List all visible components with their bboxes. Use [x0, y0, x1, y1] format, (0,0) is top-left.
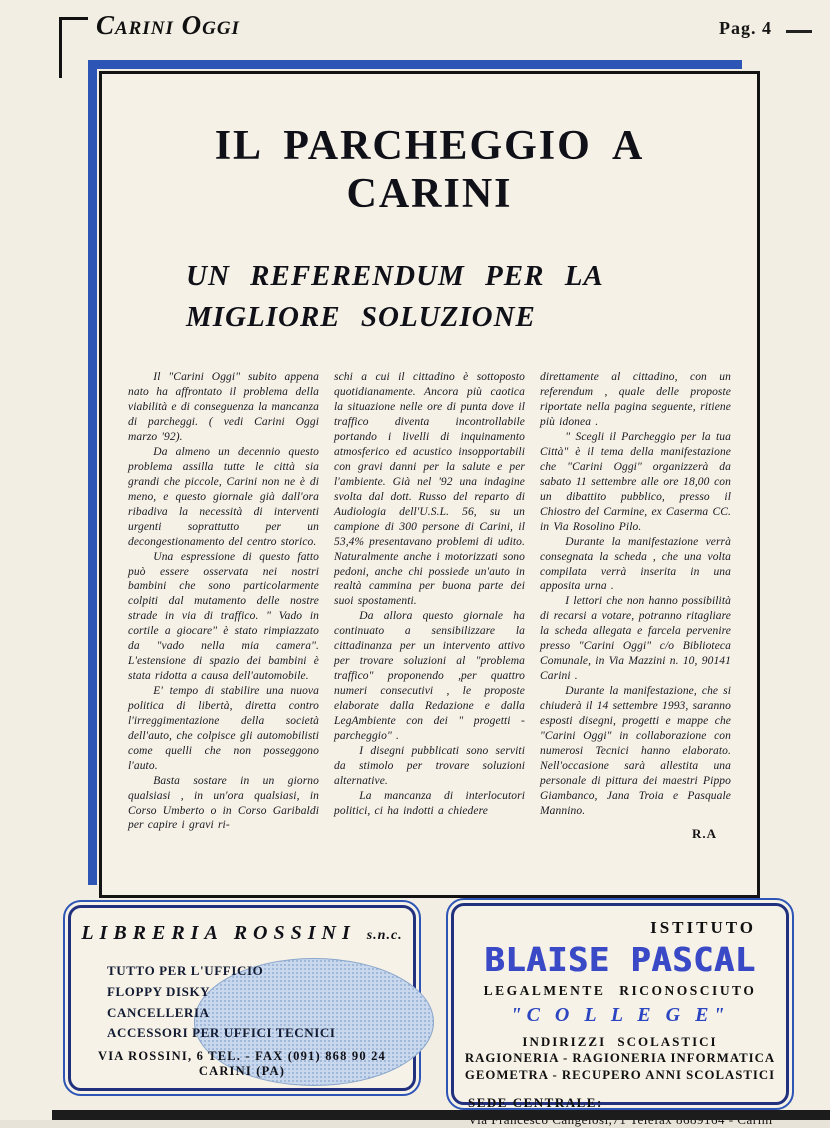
libreria-item: CANCELLERIA	[107, 1004, 210, 1020]
article-frame	[88, 60, 760, 898]
pascal-course-line: GEOMETRA - RECUPERO ANNI SCOLASTICI	[464, 1068, 776, 1083]
pascal-recognized-label: LEGALMENTE RICONOSCIUTO	[483, 983, 757, 998]
paragraph: Una espressione di questo fatto può essere osservata nei nostri bambini che sono particolarmente colpiti dal mutamento delle nostre strade in via di traffico. " Vado in cortile a giocare" è stato rimpiazzato da "vado nella mia camera". L'estensione di spazio dei bambini è stata ridotta a causa dell'automobile.	[128, 550, 319, 683]
paragraph: I disegni pubblicati sono serviti da stimolo per trovare soluzioni alternative.	[334, 744, 525, 787]
libreria-item: FLOPPY DISKY	[107, 983, 211, 999]
ad-libreria-rossini	[63, 900, 421, 1096]
paragraph: La mancanza di interlocutori politici, ci ha indotti a chiedere	[334, 789, 525, 817]
article-columns	[128, 370, 731, 842]
article-subtitle-line1: UN REFERENDUM PER LA	[186, 260, 604, 292]
pascal-sede-label: SEDE CENTRALE:	[468, 1094, 603, 1110]
paragraph: direttamente al cittadino, con un referendum , quale delle proposte riportate nella pagina seguente, ritiene più idonea .	[540, 371, 731, 429]
pascal-school-name: BLAISE PASCAL	[484, 940, 756, 979]
ad-libreria-inner-border	[68, 905, 416, 1091]
corner-crop-mark	[59, 17, 88, 78]
ad-blaise-pascal	[446, 898, 794, 1110]
paragraph: schi a cui il cittadino è sottoposto quotidianamente. Ancora più caotica la situazione nelle ore di punta dove il traffico diventa incontrollabile portando i livelli di inquinamento atmosferico ed acustico insopportabili con gravi danni per la salute e per l'ambiente. Già nel '92 una indagine svolta dal dott. Russo del reparto di Audiologia dell'U.S.L. 56, su un campione di 300 persone di Carini, il 53,4% presentavano problemi di udito. Naturalmente anche i motorizzati sono pedoni, anche chi possiede un'auto in realtà cammina per buona parte dei suoi spostamenti.	[334, 371, 525, 608]
article-column-1	[128, 370, 319, 842]
paragraph: Da almeno un decennio questo problema assilla tutte le città sia grandi che piccole, Carini non ne è di meno, e questo giornale già dall'ora ribadiva la necessità di interventi urgenti soprattutto per un decongestionamento del centro storico.	[128, 446, 319, 548]
page-number: Pag. 4	[719, 18, 772, 38]
author-signature: R.A	[691, 826, 717, 842]
article-subtitle-line2: MIGLIORE SOLUZIONE	[186, 301, 536, 334]
paragraph: E' tempo di stabilire una nuova politica di libertà, diretta contro l'irreggimentazione della società dell'auto, che colpisce gli automobilisti come quelli che non posseggono l'auto.	[128, 685, 319, 772]
ad-pascal-inner-border	[451, 903, 789, 1110]
libreria-suffix: s.n.c.	[366, 928, 403, 943]
paragraph: I lettori che non hanno possibilità di recarsi a votare, potranno ritagliare la scheda allegata e farcela pervenire presso "Carini Oggi" c/o Biblioteca Comunale, in Via Mazzini n. 10, 90141 Carini .	[540, 595, 731, 683]
pascal-course-line: RAGIONERIA - RAGIONERIA INFORMATICA	[464, 1051, 776, 1065]
paragraph: Da allora questo giornale ha continuato a sensibilizzare la cittadinanza per un intervento attivo per trovare soluzioni al "problema traffico" proponendo ,per quattro numeri consecutivi , le proposte elaborate dalla Redazione e dalla LegAmbiente con dei " progetti -parcheggio" .	[334, 610, 525, 742]
paragraph: Durante la manifestazione, che si chiuderà il 14 settembre 1993, saranno esposti disegni, progetti e mappe che "Carini Oggi" in collaborazione con numerosi Tecnici hanno elaborato. Nell'occasione sarà allestita una personale di pittura dei maestri Pippo Giambanco, Jana Troia e Pasquale Mannino.	[540, 685, 731, 817]
libreria-item-list	[107, 961, 413, 1044]
article-column-3	[540, 370, 731, 842]
scan-bottom-edge	[52, 1110, 830, 1120]
article-column-2	[334, 370, 525, 842]
libreria-name-text: LIBRERIA ROSSINI	[81, 922, 356, 944]
article-title: IL PARCHEGGIO A CARINI	[214, 123, 645, 217]
paragraph: Durante la manifestazione verrà consegnata la scheda , che una volta compilata verrà inserita in una apposita urna .	[540, 535, 731, 593]
libreria-item: TUTTO PER L'UFFICIO	[107, 963, 264, 978]
paragraph: Basta sostare in un giorno qualsiasi , in un'ora qualsiasi, in Corso Umberto o in Corso Garibaldi per capire i gravi ri-	[128, 774, 319, 832]
header-dash-rule	[786, 30, 812, 33]
libreria-name	[71, 922, 413, 945]
paragraph: Il "Carini Oggi" subito appena nato ha affrontato il problema della viabilità e di conseguenza la mancanza di parcheggi. ( vedi Carini Oggi marzo '92).	[128, 371, 319, 444]
pascal-indirizzi-heading: INDIRIZZI SCOLASTICI	[522, 1034, 718, 1049]
libreria-address: VIA ROSSINI, 6 TEL. - FAX (091) 868 90 24 CARINI (PA)	[98, 1049, 386, 1078]
masthead-title: Carini Oggi	[96, 10, 240, 40]
paragraph: " Scegli il Parcheggio per la tua Città" è il tema della manifestazione che "Carini Oggi" organizzerà da sabato 11 settembre alle ore 18,00 con un dibattito pubblico, presso il Chiostro del Carmine, ex Caserma CC. in Via Rosolino Pilo.	[540, 431, 731, 533]
pascal-istituto-label: ISTITUTO	[650, 918, 756, 937]
article-box	[99, 71, 760, 898]
article-subtitle	[186, 256, 731, 338]
libreria-item: ACCESSORI PER UFFICI TECNICI	[107, 1025, 336, 1041]
pascal-college-label: "C O L L E G E"	[510, 1004, 730, 1026]
